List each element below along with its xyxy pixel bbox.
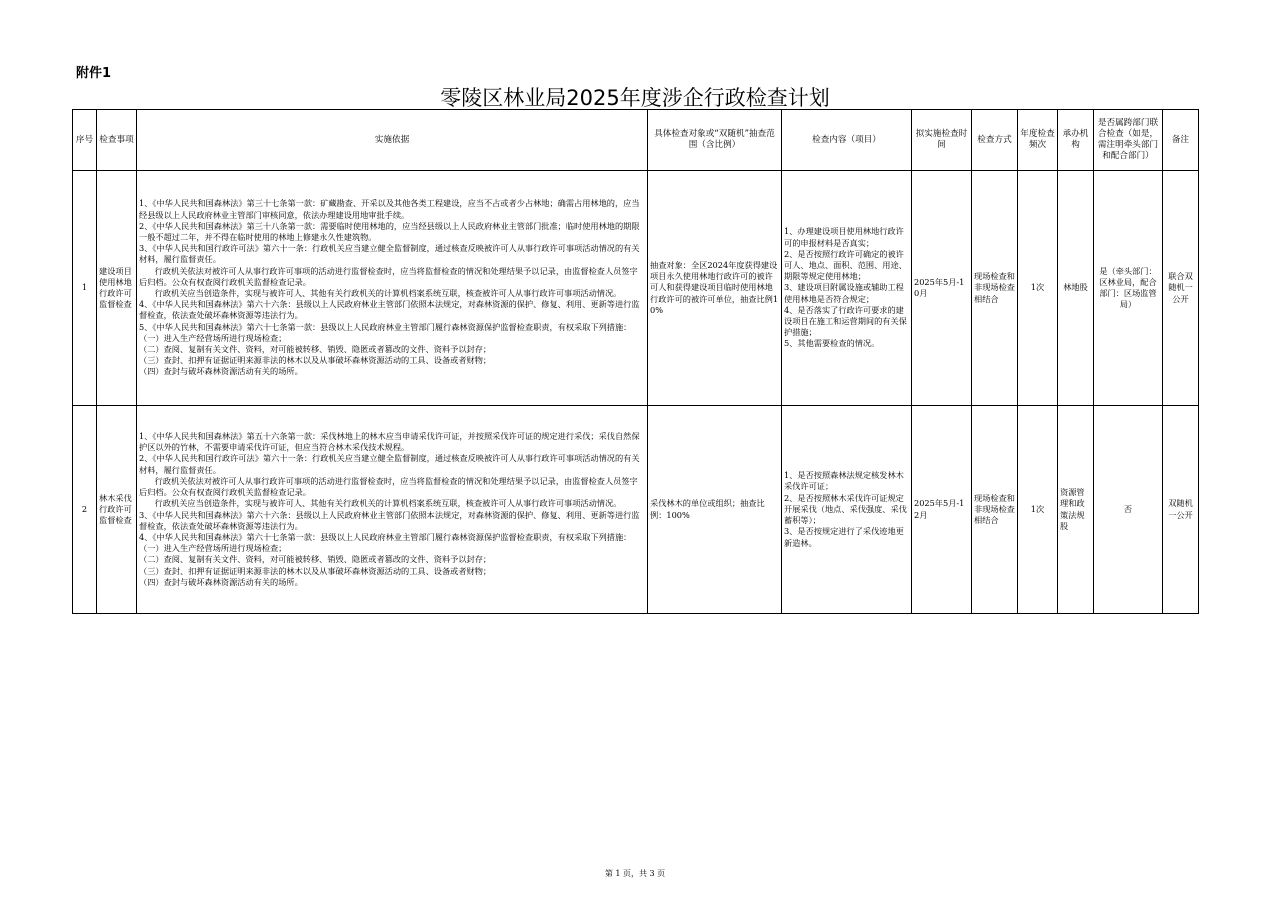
table-row <box>73 171 1199 406</box>
inspection-plan-table <box>72 109 1199 614</box>
header-time: 拟实施检查时间 <box>912 110 972 171</box>
basis-line: （一）进入生产经营场所进行现场检查； <box>139 332 287 343</box>
header-frequency: 年度检查频次 <box>1018 110 1058 171</box>
cell-content: 1、办理建设项目使用林地行政许可的申报材料是否真实； 2、是否按照行政许可确定的被许可人、地点、面积、范围、用途、期限等规定使用林地； 3、建设项目附属设施或辅助工程使用林地是否符合规定； 4、是否落实了行政许可要求的建设项目在施工和运营期间的有关保护措施； 5、其他需要检查的情况。 <box>782 171 912 406</box>
cell-remark: 双随机一公开 <box>1163 406 1199 614</box>
cell-method: 现场检查和非现场检查相结合 <box>972 406 1018 614</box>
header-scope: 具体检查对象或“双随机”抽查范围（含比例） <box>648 110 782 171</box>
cell-frequency: 1次 <box>1018 406 1058 614</box>
header-joint: 是否属跨部门联合检查（如是，需注明牵头部门和配合部门） <box>1094 110 1163 171</box>
cell-basis <box>137 406 648 614</box>
basis-line: 2、《中华人民共和国森林法》第三十八条第一款：需要临时使用林地的，应当经县级以上人民政府林业主管部门批准；临时使用林地的期限一般不超过二年，并不得在临时使用的林地上修建永久性建筑物。 <box>139 220 640 242</box>
cell-joint: 是（牵头部门：区林业局，配合部门：区场监管局） <box>1094 171 1163 406</box>
basis-line: 行政机关应当创造条件，实现与被许可人、其他有关行政机关的计算机档案系统互联，核查被许可人从事行政许可事项活动情况。 <box>139 288 622 298</box>
header-basis: 实施依据 <box>137 110 648 171</box>
cell-dept: 资源管理和政策法规股 <box>1058 406 1094 614</box>
cell-scope: 抽查对象：全区2024年度获得建设项目永久使用林地行政许可的被许可人和获得建设项目临时使用林地行政许可的被许可单位，抽查比例10% <box>648 171 782 406</box>
table-row <box>73 406 1199 614</box>
attachment-label: 附件1 <box>76 66 112 81</box>
cell-scope: 采伐林木的单位或组织；抽查比例：100% <box>648 406 782 614</box>
page-title: 零陵区林业局2025年度涉企行政检查计划 <box>440 86 830 110</box>
table-header-row <box>73 110 1199 171</box>
header-dept: 承办机构 <box>1058 110 1094 171</box>
cell-seq: 1 <box>73 171 97 406</box>
header-seq: 序号 <box>73 110 97 171</box>
basis-line: （三）查封、扣押有证据证明来源非法的林木以及从事破坏森林资源活动的工具、设备或者财物； <box>139 565 492 576</box>
header-method: 检查方式 <box>972 110 1018 171</box>
header-content: 检查内容（项目） <box>782 110 912 171</box>
cell-dept: 林地股 <box>1058 171 1094 406</box>
cell-frequency: 1次 <box>1018 171 1058 406</box>
cell-method: 现场检查和非现场检查相结合 <box>972 171 1018 406</box>
basis-line: （四）查封与破坏森林资源活动有关的场所。 <box>139 366 303 377</box>
basis-line: （一）进入生产经营场所进行现场检查； <box>139 543 287 554</box>
basis-line: （二）查阅、复制有关文件、资料，对可能被转移、销毁、隐匿或者篡改的文件、资料予以封存； <box>139 344 492 355</box>
basis-line: 2、《中华人民共和国行政许可法》第六十一条：行政机关应当建立健全监督制度，通过核查反映被许可人从事行政许可事项活动情况的有关材料，履行监督责任。 <box>139 453 640 475</box>
basis-line: 行政机关依法对被许可人从事行政许可事项的活动进行监督检查时，应当将监督检查的情况和处理结果予以记录，由监督检查人员签字后归档。公众有权查阅行政机关监督检查记录。 <box>139 475 638 498</box>
header-item: 检查事项 <box>97 110 137 171</box>
cell-joint: 否 <box>1094 406 1163 614</box>
cell-item: 建设项目使用林地行政许可监督检查 <box>97 171 137 406</box>
header-remark: 备注 <box>1163 110 1199 171</box>
cell-seq: 2 <box>73 406 97 614</box>
basis-line: 3、《中华人民共和国行政许可法》第六十一条：行政机关应当建立健全监督制度，通过核查反映被许可人从事行政许可事项活动情况的有关材料，履行监督责任。 <box>139 243 640 265</box>
cell-time: 2025年5月-12月 <box>912 406 972 614</box>
basis-line: 5、《中华人民共和国森林法》第六十七条第一款：县级以上人民政府林业主管部门履行森林资源保护监督检查职责，有权采取下列措施： <box>139 321 632 332</box>
basis-line: 4、《中华人民共和国森林法》第六十七条第一款：县级以上人民政府林业主管部门履行森林资源保护监督检查职责，有权采取下列措施： <box>139 531 632 542</box>
basis-line: 行政机关依法对被许可人从事行政许可事项的活动进行监督检查时，应当将监督检查的情况和处理结果予以记录，由监督检查人员签字后归档。公众有权查阅行政机关监督检查记录。 <box>139 265 638 287</box>
basis-line: 3、《中华人民共和国森林法》第六十六条：县级以上人民政府林业主管部门依照本法规定，对森林资源的保护、修复、利用、更新等进行监督检查，依法查处破坏森林资源等违法行为。 <box>139 509 640 531</box>
basis-line: （三）查封、扣押有证据证明来源非法的林木以及从事破坏森林资源活动的工具、设备或者财物； <box>139 355 492 366</box>
cell-basis <box>137 171 648 406</box>
basis-line: 1、《中华人民共和国森林法》第三十七条第一款：矿藏勘查、开采以及其他各类工程建设，应当不占或者少占林地；确需占用林地的，应当经县级以上人民政府林业主管部门审核同意，依法办理建设用地审批手续。 <box>139 198 640 220</box>
basis-line: 1、《中华人民共和国森林法》第五十六条第一款：采伐林地上的林木应当申请采伐许可证，并按照采伐许可证的规定进行采伐；采伐自然保护区以外的竹林，不需要申请采伐许可证，但应当符合林木采伐技术规程。 <box>139 431 640 453</box>
cell-remark: 联合双随机一公开 <box>1163 171 1199 406</box>
cell-content: 1、是否按照森林法规定核发林木采伐许可证； 2、是否按照林木采伐许可证规定开展采伐（地点、采伐强度、采伐蓄积等）； 3、是否按规定进行了采伐迹地更新造林。 <box>782 406 912 614</box>
basis-line: 4、《中华人民共和国森林法》第六十六条：县级以上人民政府林业主管部门依照本法规定，对森林资源的保护、修复、利用、更新等进行监督检查，依法查处破坏森林资源等违法行为。 <box>139 299 640 321</box>
basis-line: （四）查封与破坏森林资源活动有关的场所。 <box>139 576 303 587</box>
basis-line: 行政机关应当创造条件，实现与被许可人、其他有关行政机关的计算机档案系统互联，核查被许可人从事行政许可事项活动情况。 <box>139 498 622 509</box>
page-footer: 第 1 页，共 3 页 <box>604 869 666 878</box>
cell-item: 林木采伐行政许可监督检查 <box>97 406 137 614</box>
basis-line: （二）查阅、复制有关文件、资料，对可能被转移、销毁、隐匿或者篡改的文件、资料予以封存； <box>139 554 492 565</box>
cell-time: 2025年5月-10月 <box>912 171 972 406</box>
